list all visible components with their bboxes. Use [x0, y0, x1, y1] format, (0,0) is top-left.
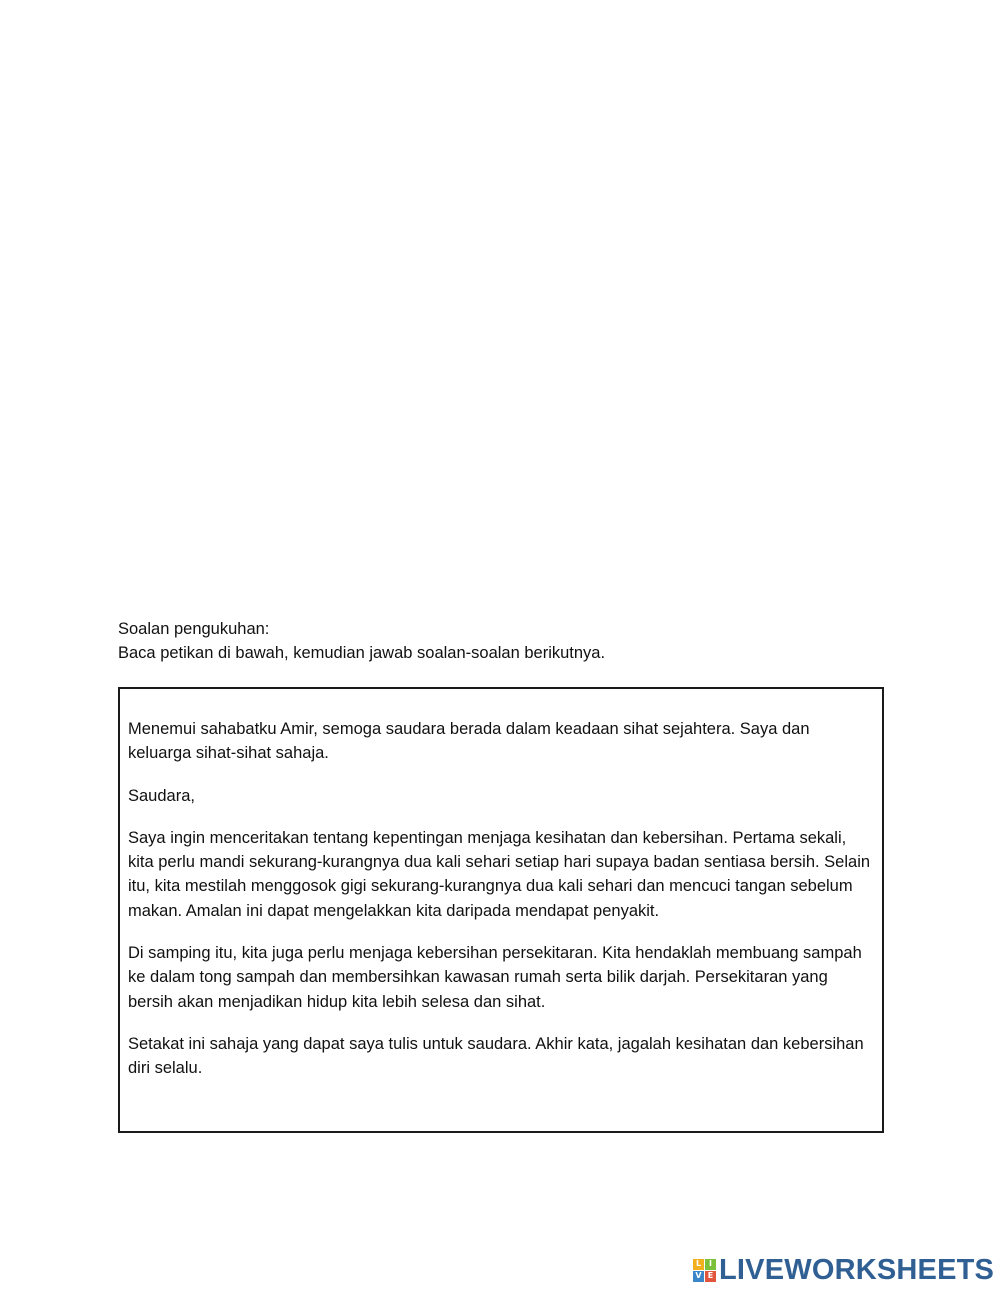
passage-paragraph-greeting: Menemui sahabatku Amir, semoga saudara berada dalam keadaan sihat sejahtera. Saya dan keluarga sihat-sihat sahaja. [128, 720, 810, 763]
logo-mark-cell: I [705, 1259, 716, 1270]
logo-mark-cell: L [693, 1259, 704, 1270]
liveworksheets-logo [693, 1253, 994, 1287]
passage-paragraph-environment: Di samping itu, kita juga perlu menjaga kebersihan persekitaran. Kita hendaklah membuang sampah ke dalam tong sampah dan membersihkan kawasan rumah serta bilik darjah. Persekitaran yang bersih akan menjadikan hidup kita lebih selesa dan sihat. [128, 944, 862, 1011]
liveworksheets-logo-text: LIVEWORKSHEETS [719, 1253, 995, 1286]
passage-box [118, 687, 884, 1133]
passage-paragraph-closing: Setakat ini sahaja yang dapat saya tulis untuk saudara. Akhir kata, jagalah kesihatan dan kebersihan diri selalu. [128, 1034, 864, 1078]
logo-mark-cell: E [705, 1271, 716, 1282]
passage-paragraph-personal-hygiene: Saya ingin menceritakan tentang kepentingan menjaga kesihatan dan kebersihan. Pertama sekali, kita perlu mandi sekurang-kurangnya dua kali sehari setiap hari supaya badan sentiasa bersih. Selain itu, kita mestilah menggosok gigi sekurang-kurangnya dua kali sehari dan mencuci tangan sebelum makan. Amalan ini dapat mengelakkan kita daripada mendapat penyakit. [128, 828, 871, 920]
passage-paragraph-salutation: Saudara, [128, 786, 195, 805]
instructions-heading: Soalan pengukuhan: [118, 620, 270, 638]
logo-mark-cell: V [693, 1271, 704, 1282]
instructions [118, 617, 878, 665]
passage-text [128, 717, 876, 1099]
instructions-direction: Baca petikan di bawah, kemudian jawab soalan-soalan berikutnya. [118, 644, 606, 662]
liveworksheets-logo-icon [693, 1259, 716, 1282]
